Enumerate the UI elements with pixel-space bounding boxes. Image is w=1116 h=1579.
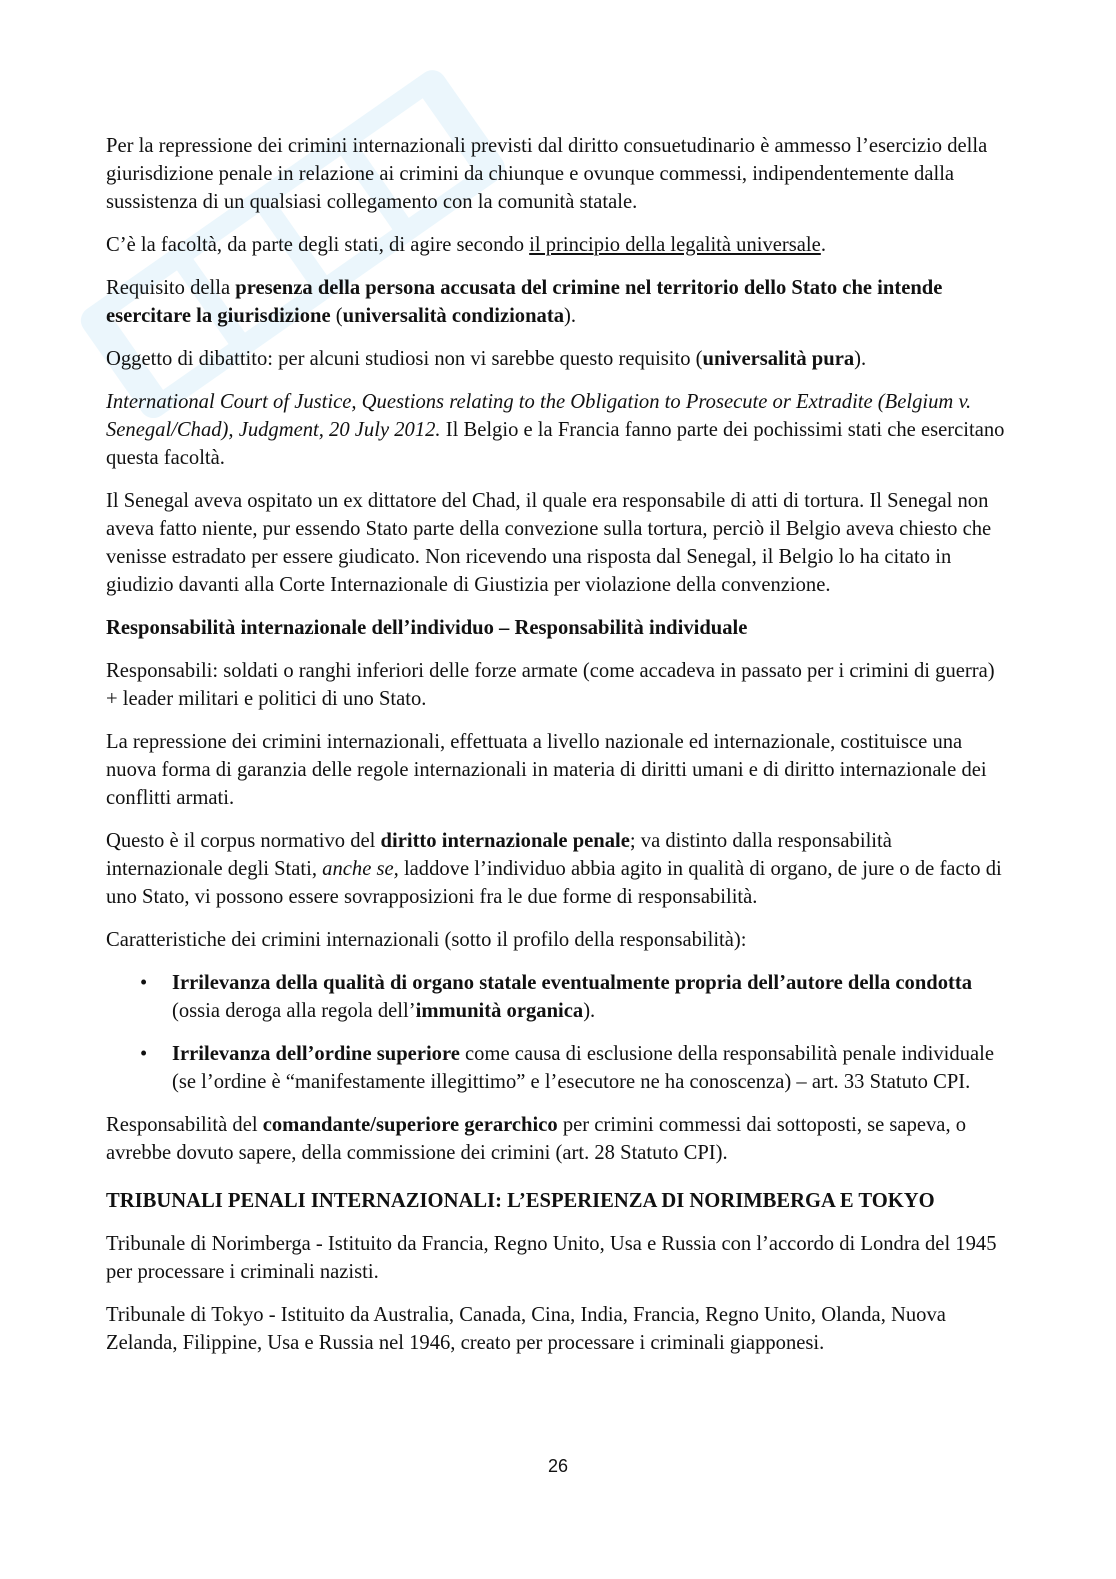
paragraph-universal-legality: C’è la facoltà, da parte degli stati, di agire secondo il principio della legalità universale.: [106, 234, 826, 256]
paragraph-responsible: Responsabili: soldati o ranghi inferiori delle forze armate (come accadeva in passato per i crimini di guerra) + leader militari e politici di uno Stato.: [106, 660, 995, 710]
paragraph-requirement: Requisito della presenza della persona accusata del crimine nel territorio dello Stato che intende esercitare la giurisdizione (universalità condizionata).: [106, 277, 943, 327]
bullet-icon: •: [140, 972, 148, 994]
paragraph-icj-case: International Court of Justice, Questions relating to the Obligation to Prosecute or Extradite (Belgium v. Senegal/Chad), Judgment, 20 July 2012. Il Belgio e la Francia fanno parte dei pochissimi stati che esercitano questa facoltà.: [106, 391, 1005, 469]
list-item: • Irrilevanza della qualità di organo statale eventualmente propria dell’autore della condotta (ossia deroga alla regola dell’immunità organica).: [106, 969, 1006, 1025]
paragraph-nuremberg: Tribunale di Norimberga - Istituito da Francia, Regno Unito, Usa e Russia con l’accordo di Londra del 1945 per processare i criminali nazisti.: [106, 1233, 997, 1283]
paragraph-commander: Responsabilità del comandante/superiore gerarchico per crimini commessi dai sottoposti, se sapeva, o avrebbe dovuto sapere, della commissione dei crimini (art. 28 Statuto CPI).: [106, 1114, 967, 1164]
bullet-icon: •: [140, 1043, 148, 1065]
paragraph-repression: La repressione dei crimini internazionali, effettuata a livello nazionale ed internazionale, costituisce una nuova forma di garanzia delle regole internazionali in materia di diritti umani e di diritto internazionale dei conflitti armati.: [106, 731, 987, 809]
characteristics-list: [106, 969, 1006, 1096]
paragraph-characteristics: Caratteristiche dei crimini internazionali (sotto il profilo della responsabilità):: [106, 929, 747, 951]
paragraph-universal-jurisdiction: Per la repressione dei crimini internazionali previsti dal diritto consuetudinario è ammesso l’esercizio della giurisdizione penale in relazione ai crimini da chiunque e ovunque commessi, indipendentemente dalla sussistenza di un qualsiasi collegamento con la comunità statale.: [106, 135, 988, 213]
list-item: • Irrilevanza dell’ordine superiore come causa di esclusione della responsabilità penale individuale (se l’ordine è “manifestamente illegittimo” e l’esecutore ne ha conoscenza) – art. 33 Statuto CPI.: [106, 1040, 1006, 1096]
document-page: [106, 132, 1006, 1372]
paragraph-senegal: Il Senegal aveva ospitato un ex dittatore del Chad, il quale era responsabile di atti di tortura. Il Senegal non aveva fatto niente, pur essendo Stato parte della convezione sulla tortura, perciò il Belgio aveva chiesto che venisse estradato per essere giudicato. Non ricevendo una risposta dal Senegal, il Belgio lo ha citato in giudizio davanti alla Corte Internazionale di Giustizia per violazione della convenzione.: [106, 490, 992, 596]
section-heading-tribunals: TRIBUNALI PENALI INTERNAZIONALI: L’ESPERIENZA DI NORIMBERGA E TOKYO: [106, 1190, 935, 1212]
paragraph-tokyo: Tribunale di Tokyo - Istituito da Australia, Canada, Cina, India, Francia, Regno Unito, Olanda, Nuova Zelanda, Filippine, Usa e Russia nel 1946, creato per processare i criminali giapponesi.: [106, 1304, 946, 1354]
section-heading-individual-responsibility: Responsabilità internazionale dell’individuo – Responsabilità individuale: [106, 617, 748, 639]
page-number: 26: [547, 1456, 569, 1476]
underlined-principle: il principio della legalità universale: [529, 234, 821, 256]
paragraph-corpus: Questo è il corpus normativo del diritto internazionale penale; va distinto dalla responsabilità internazionale degli Stati, anche se, laddove l’individuo abbia agito in qualità di organo, de jure o de facto di uno Stato, vi possono essere sovrapposizioni fra le due forme di responsabilità.: [106, 830, 1002, 908]
paragraph-debate: Oggetto di dibattito: per alcuni studiosi non vi sarebbe questo requisito (universalità pura).: [106, 348, 867, 370]
